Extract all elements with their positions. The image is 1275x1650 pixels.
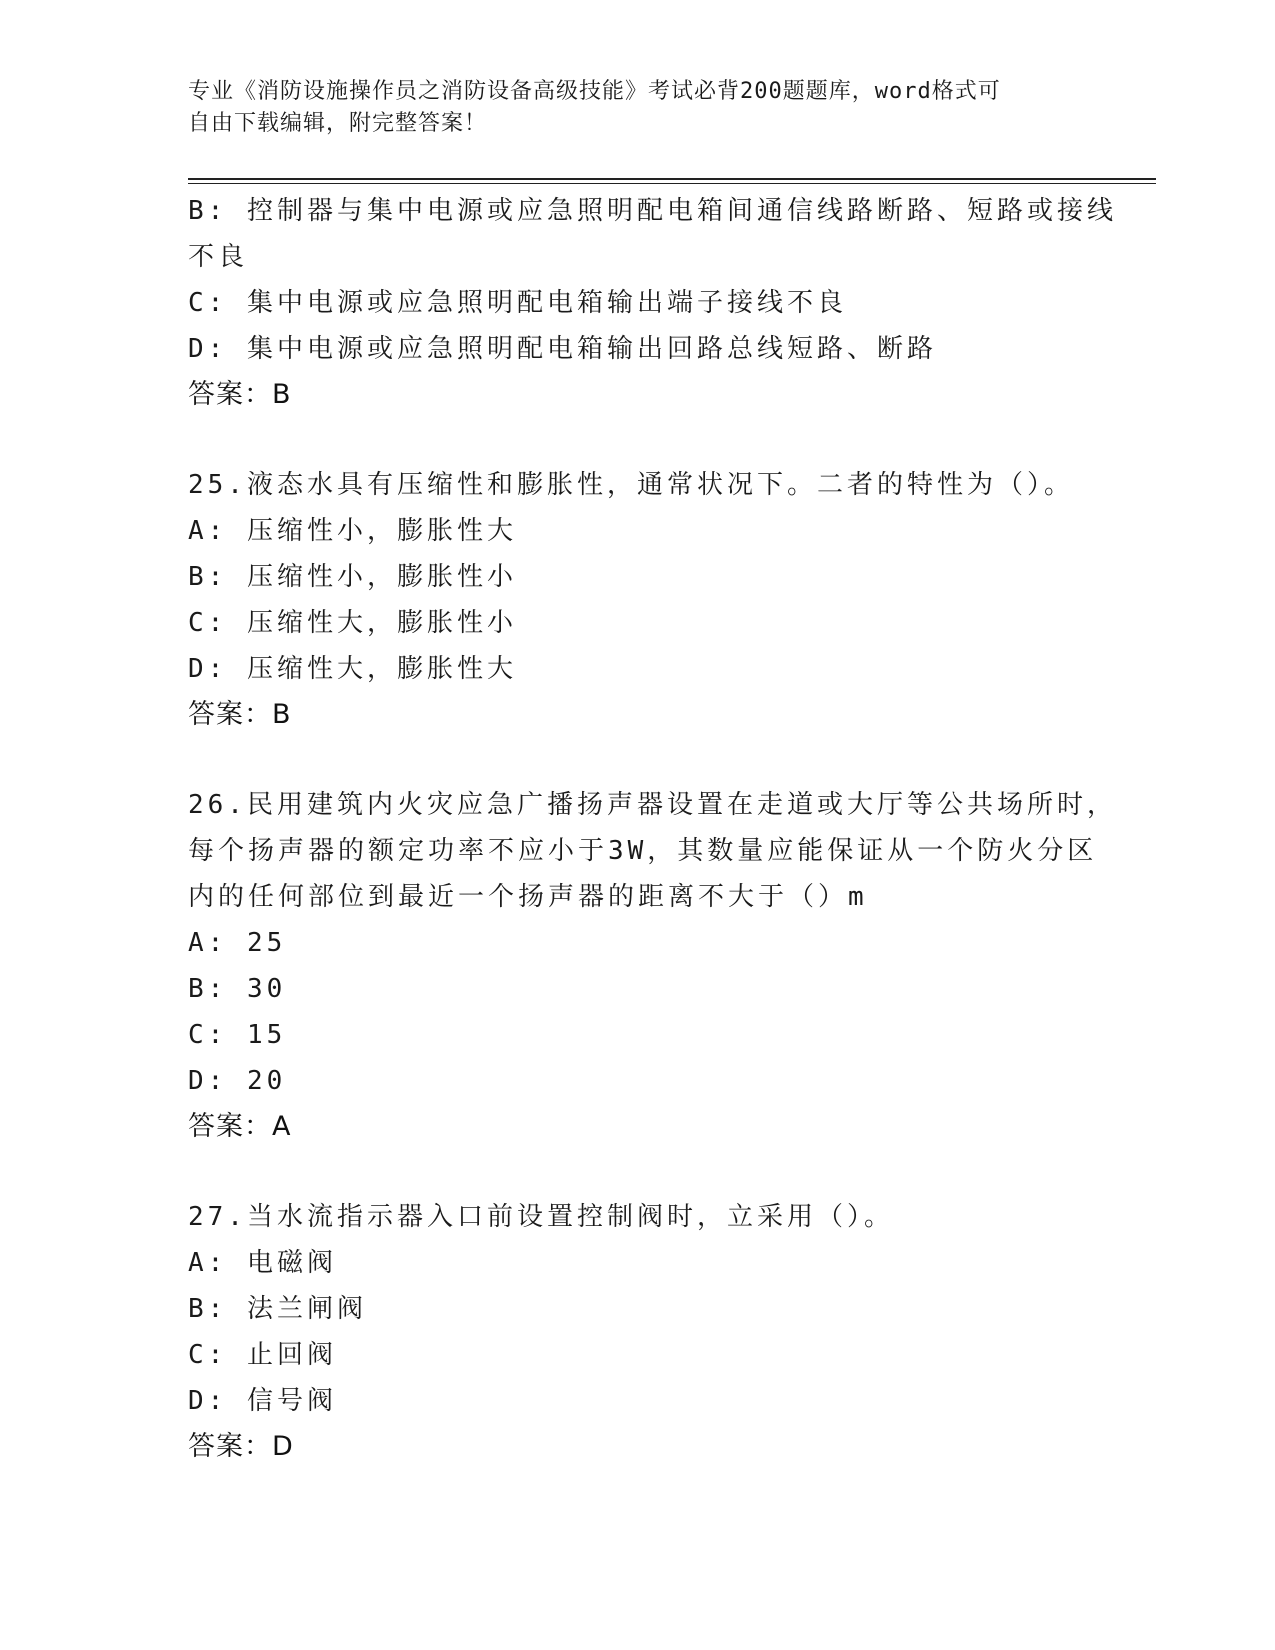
option-b-line-2: 不良	[188, 242, 249, 272]
option-a: A: 压缩性小，膨胀性大	[188, 516, 517, 546]
question-gap	[188, 738, 1088, 782]
question-stem: 27.当水流指示器入口前设置控制阀时，立采用（）。	[188, 1202, 894, 1232]
option-d: D: 信号阀	[188, 1386, 337, 1416]
option-c: C: 15	[188, 1020, 287, 1050]
option-d: D: 20	[188, 1066, 287, 1096]
option-c: C: 集中电源或应急照明配电箱输出端子接线不良	[188, 288, 847, 318]
option-d: D: 压缩性大，膨胀性大	[188, 654, 517, 684]
answer-line: 答案：B	[188, 379, 292, 410]
question-stem-line-1: 26.民用建筑内火灾应急广播扬声器设置在走道或大厅等公共场所时，	[188, 790, 1117, 820]
question-gap	[188, 418, 1088, 462]
header-divider-thin	[188, 183, 1156, 184]
header-line-1: 专业《消防设施操作员之消防设备高级技能》考试必背200题题库，word格式可	[188, 79, 1001, 104]
option-b: B: 法兰闸阀	[188, 1294, 367, 1324]
answer-line: 答案：B	[188, 699, 292, 730]
header-divider-thick	[188, 178, 1156, 180]
option-a: A: 25	[188, 928, 287, 958]
question-gap	[188, 1150, 1088, 1194]
question-stem: 25.液态水具有压缩性和膨胀性，通常状况下。二者的特性为（）。	[188, 470, 1074, 500]
document-header	[188, 76, 1068, 140]
question-25	[188, 462, 1088, 738]
answer-line: 答案：A	[188, 1111, 292, 1142]
question-stem-line-2: 每个扬声器的额定功率不应小于3W，其数量应能保证从一个防火分区	[188, 836, 1098, 866]
header-line-2: 自由下载编辑，附完整答案！	[188, 111, 488, 136]
option-c: C: 压缩性大，膨胀性小	[188, 608, 517, 638]
question-26	[188, 782, 1117, 1150]
answer-line: 答案：D	[188, 1431, 294, 1462]
option-b: B: 30	[188, 974, 287, 1004]
option-b-line-1: B: 控制器与集中电源或应急照明配电箱间通信线路断路、短路或接线	[188, 196, 1117, 226]
question-list	[188, 188, 1117, 1470]
option-a: A: 电磁阀	[188, 1248, 337, 1278]
option-d: D: 集中电源或应急照明配电箱输出回路总线短路、断路	[188, 334, 937, 364]
question-27	[188, 1194, 1088, 1470]
question-24-remainder	[188, 188, 1117, 418]
option-b: B: 压缩性小，膨胀性小	[188, 562, 517, 592]
question-stem-line-3: 内的任何部位到最近一个扬声器的距离不大于（）m	[188, 882, 868, 912]
option-c: C: 止回阀	[188, 1340, 337, 1370]
